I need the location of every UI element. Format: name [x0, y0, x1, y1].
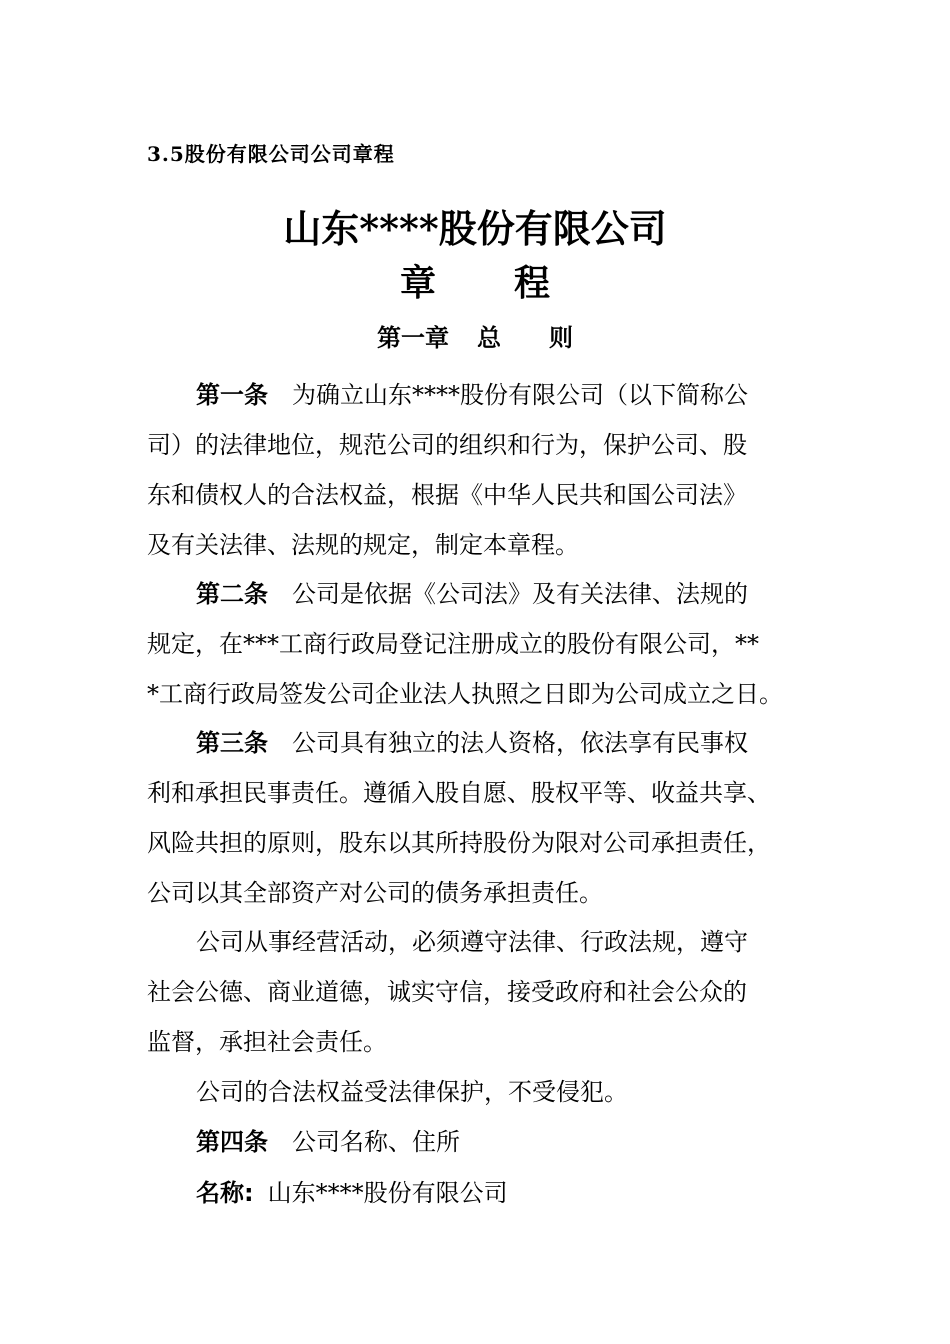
name-field-label: 名称	[196, 1179, 244, 1207]
article-3-line-1	[196, 725, 748, 761]
company-name: 山东****股份有限公司	[283, 206, 667, 251]
doc-title-char-2: 程	[514, 263, 551, 304]
doc-title-char-1: 章	[399, 263, 436, 304]
article-3-line-2: 利和承担民事责任。遵循入股自愿、股权平等、收益共享、	[147, 779, 771, 807]
article-4-label: 第四条	[196, 1128, 268, 1156]
article-3-text: 公司具有独立的法人资格，依法享有民事权	[292, 729, 748, 757]
section-heading: 3.5股份有限公司公司章程	[147, 142, 395, 166]
article-4-line	[196, 1124, 460, 1160]
document-title	[0, 255, 950, 306]
article-1-line-2: 司）的法律地位，规范公司的组织和行为，保护公司、股	[147, 431, 747, 459]
chapter-number: 第一章	[377, 324, 449, 352]
name-field-separator: :	[244, 1179, 254, 1207]
chapter-heading	[0, 318, 950, 353]
paragraph-2-line-1: 公司的合法权益受法律保护，不受侵犯。	[196, 1078, 628, 1106]
paragraph-1-line-1: 公司从事经营活动，必须遵守法律、行政法规，遵守	[196, 928, 748, 956]
article-2-text: 公司是依据《公司法》及有关法律、法规的	[292, 580, 748, 608]
article-2-line-3: *工商行政局签发公司企业法人执照之日即为公司成立之日。	[147, 680, 783, 708]
article-3-line-4: 公司以其全部资产对公司的债务承担责任。	[147, 879, 603, 907]
article-1-label: 第一条	[196, 381, 268, 409]
name-field-value: 山东****股份有限公司	[267, 1179, 508, 1207]
article-2-label: 第二条	[196, 580, 268, 608]
article-2-line-2: 规定，在***工商行政局登记注册成立的股份有限公司，**	[147, 630, 759, 658]
article-1-text: 为确立山东****股份有限公司（以下简称公	[292, 381, 748, 409]
article-1-line-1	[196, 377, 748, 413]
article-3-label: 第三条	[196, 729, 268, 757]
article-1-line-4: 及有关法律、法规的规定，制定本章程。	[147, 531, 579, 559]
paragraph-1-line-2: 社会公德、商业道德，诚实守信，接受政府和社会公众的	[147, 978, 747, 1006]
chapter-title-char-2: 则	[549, 324, 573, 352]
article-4-text: 公司名称、住所	[292, 1128, 460, 1156]
article-3-line-3: 风险共担的原则，股东以其所持股份为限对公司承担责任，	[147, 829, 771, 857]
article-1-line-3: 东和债权人的合法权益，根据《中华人民共和国公司法》	[147, 481, 747, 509]
company-name-field	[196, 1175, 508, 1211]
article-2-line-1	[196, 576, 748, 612]
paragraph-1-line-3: 监督，承担社会责任。	[147, 1028, 387, 1056]
chapter-title-char-1: 总	[477, 324, 501, 352]
